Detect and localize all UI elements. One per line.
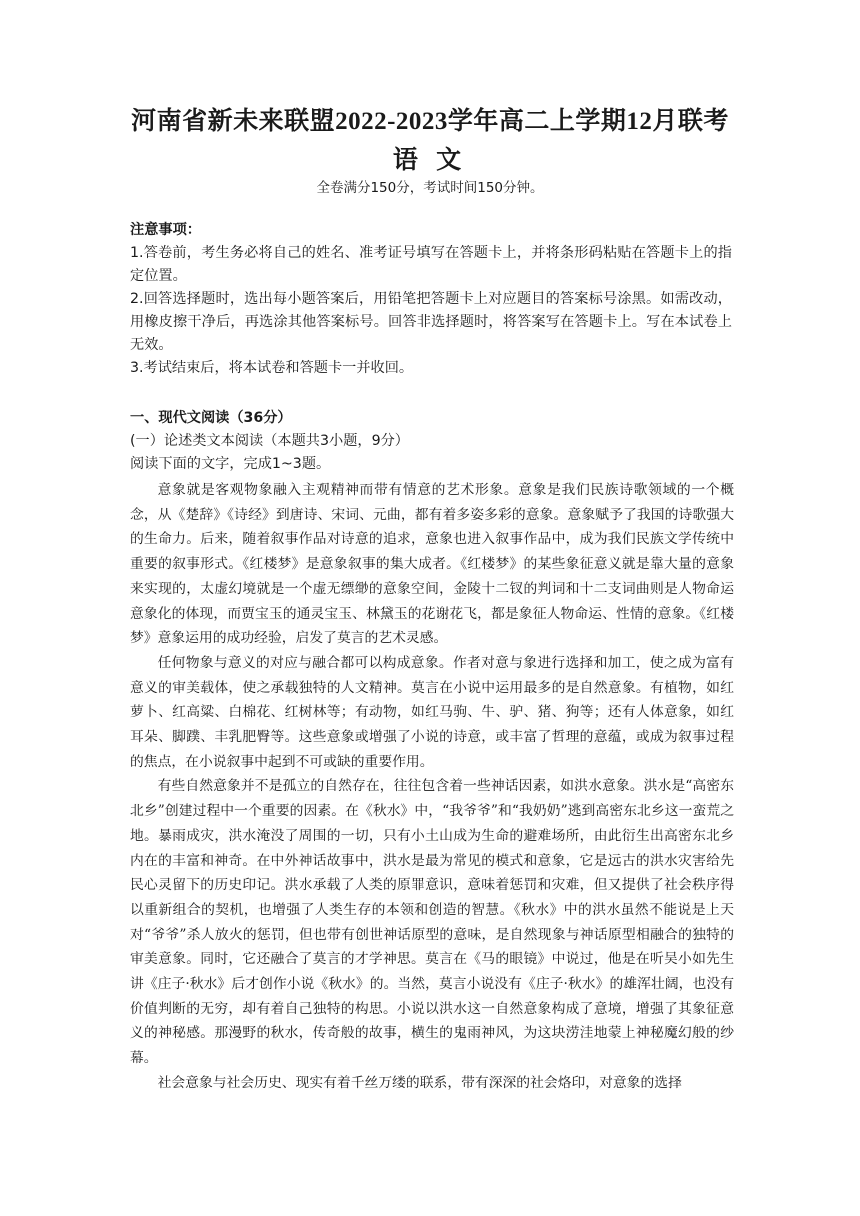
- subject-title: 语 文: [392, 147, 468, 174]
- exam-title: 河南省新未来联盟2022-2023学年高二上学期12月联考: [131, 108, 729, 135]
- section-heading: 一、现代文阅读（36分）: [130, 410, 292, 426]
- section-subheading: (一）论述类文本阅读（本题共3小题，9分）: [130, 433, 409, 449]
- passage-paragraph: 任何物象与意义的对应与融合都可以构成意象。作者对意与象进行选择和加工，使之成为富有意义的审美载体，使之承载独特的人文精神。莫言在小说中运用最多的是自然意象。有植物，如红萝卜、红高粱、白棉花、红树林等；有动物，如红马驹、牛、驴、猪、狗等；还有人体意象，如红耳朵、脚蹼、丰乳肥臀等。这些意象或增强了小说的诗意，或丰富了哲理的意蕴，或成为叙事过程的焦点，在小说叙事中起到不可或缺的重要作用。: [130, 654, 734, 770]
- section-header: [130, 407, 732, 476]
- section-instruction: 阅读下面的文字，完成1~3题。: [130, 456, 331, 472]
- passage-paragraph: 意象就是客观物象融入主观精神而带有情意的艺术形象。意象是我们民族诗歌领域的一个概念，从《楚辞》《诗经》到唐诗、宋词、元曲，都有着多姿多彩的意象。意象赋予了我国的诗歌强大的生命力。后来，随着叙事作品对诗意的追求，意象也进入叙事作品中，成为我们民族文学传统中重要的叙事形式。《红楼梦》是意象叙事的集大成者。《红楼梦》的某些象征意义就是靠大量的意象来实现的，太虚幻境就是一个虚无缥缈的意象空间，金陵十二钗的判词和十二支词曲则是人物命运意象化的体现，而贾宝玉的通灵宝玉、林黛玉的花谢花飞，都是象征人物命运、性情的意象。《红楼梦》意象运用的成功经验，启发了莫言的艺术灵感。: [130, 482, 734, 647]
- passage-paragraph: 社会意象与社会历史、现实有着千丝万缕的联系，带有深深的社会烙印，对意象的选择: [157, 1074, 682, 1091]
- notice-heading: 注意事项：: [130, 222, 201, 238]
- exam-info: 全卷满分150分，考试时间150分钟。: [316, 180, 544, 196]
- reading-passage: [130, 478, 734, 1096]
- notice-item: 2.回答选择题时，选出每小题答案后，用铅笔把答题卡上对应题目的答案标号涂黑。如需改动，用橡皮擦干净后，再选涂其他答案标号。回答非选择题时，将答案写在答题卡上。写在本试卷上无效。: [130, 291, 732, 353]
- notice-item: 1.答卷前，考生务必将自己的姓名、准考证号填写在答题卡上，并将条形码粘贴在答题卡上的指定位置。: [130, 245, 732, 284]
- passage-paragraph: 有些自然意象并不是孤立的自然存在，往往包含着一些神话因素，如洪水意象。洪水是“高密东北乡”创建过程中一个重要的因素。在《秋水》中，“我爷爷”和“我奶奶”逃到高密东北乡这一蛮荒之地。暴雨成灾，洪水淹没了周围的一切，只有小土山成为生命的避难场所，由此衍生出高密东北乡内在的丰富和神奇。在中外神话故事中，洪水是最为常见的模式和意象，它是远古的洪水灾害给先民心灵留下的历史印记。洪水承载了人类的原罪意识，意味着惩罚和灾难，但又提供了社会秩序得以重新组合的契机，也增强了人类生存的本领和创造的智慧。《秋水》中的洪水虽然不能说是上天对“爷爷”杀人放火的惩罚，但也带有创世神话原型的意味，是自然现象与神话原型相融合的独特的审美意象。同时，它还融合了莫言的才学神思。莫言在《马的眼镜》中说过，他是在听吴小如先生讲《庄子·秋水》后才创作小说《秋水》的。当然，莫言小说没有《庄子·秋水》的雄浑壮阔，也没有价值判断的无穷，却有着自己独特的构思。小说以洪水这一自然意象构成了意境，增强了其象征意义的神秘感。那漫野的秋水，传奇般的故事，横生的鬼雨神风，为这块涝洼地蒙上神秘魔幻般的纱幕。: [130, 778, 734, 1067]
- notice-section: [130, 219, 732, 380]
- notice-item: 3.考试结束后，将本试卷和答题卡一并收回。: [130, 360, 414, 376]
